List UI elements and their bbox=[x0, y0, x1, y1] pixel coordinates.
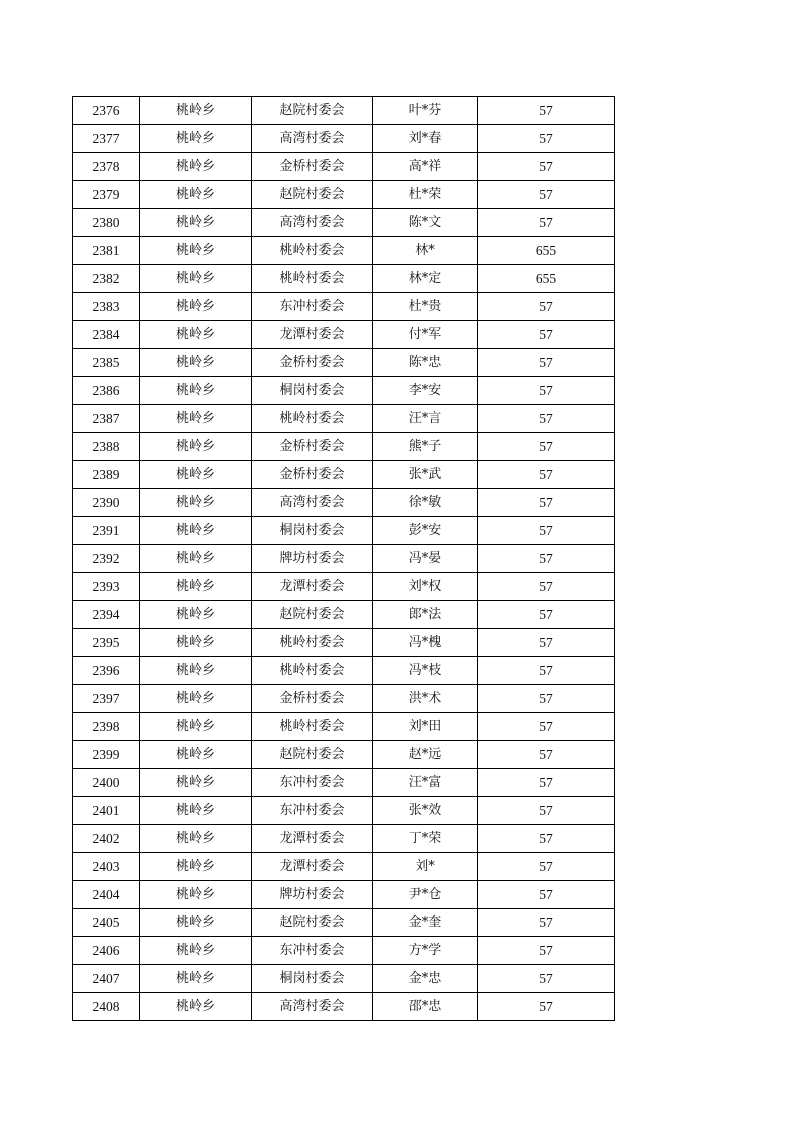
table-row bbox=[73, 657, 615, 685]
amount-cell: 57 bbox=[478, 601, 615, 629]
village-committee-cell: 龙潭村委会 bbox=[252, 321, 373, 349]
village-committee-cell: 桃岭村委会 bbox=[252, 237, 373, 265]
amount-cell: 57 bbox=[478, 461, 615, 489]
person-name-cell: 汪*言 bbox=[373, 405, 478, 433]
person-name-cell: 刘* bbox=[373, 853, 478, 881]
amount-cell: 57 bbox=[478, 209, 615, 237]
village-committee-cell: 龙潭村委会 bbox=[252, 825, 373, 853]
person-name-cell: 汪*富 bbox=[373, 769, 478, 797]
table-row bbox=[73, 405, 615, 433]
subsidy-table bbox=[72, 96, 615, 1021]
township-cell: 桃岭乡 bbox=[140, 461, 252, 489]
person-name-cell: 林*定 bbox=[373, 265, 478, 293]
table-row bbox=[73, 853, 615, 881]
village-committee-cell: 桃岭村委会 bbox=[252, 265, 373, 293]
table-row bbox=[73, 769, 615, 797]
table-row bbox=[73, 293, 615, 321]
person-name-cell: 刘*田 bbox=[373, 713, 478, 741]
amount-cell: 57 bbox=[478, 769, 615, 797]
table-row bbox=[73, 713, 615, 741]
amount-cell: 57 bbox=[478, 181, 615, 209]
person-name-cell: 陈*文 bbox=[373, 209, 478, 237]
person-name-cell: 叶*芬 bbox=[373, 97, 478, 125]
amount-cell: 57 bbox=[478, 545, 615, 573]
person-name-cell: 陈*忠 bbox=[373, 349, 478, 377]
table-row bbox=[73, 685, 615, 713]
village-committee-cell: 金桥村委会 bbox=[252, 349, 373, 377]
row-number-cell: 2389 bbox=[73, 461, 140, 489]
table-row bbox=[73, 153, 615, 181]
township-cell: 桃岭乡 bbox=[140, 713, 252, 741]
amount-cell: 57 bbox=[478, 377, 615, 405]
row-number-cell: 2407 bbox=[73, 965, 140, 993]
table-row bbox=[73, 545, 615, 573]
township-cell: 桃岭乡 bbox=[140, 349, 252, 377]
amount-cell: 57 bbox=[478, 657, 615, 685]
person-name-cell: 金*奎 bbox=[373, 909, 478, 937]
township-cell: 桃岭乡 bbox=[140, 433, 252, 461]
township-cell: 桃岭乡 bbox=[140, 237, 252, 265]
row-number-cell: 2390 bbox=[73, 489, 140, 517]
row-number-cell: 2394 bbox=[73, 601, 140, 629]
township-cell: 桃岭乡 bbox=[140, 545, 252, 573]
table-row bbox=[73, 741, 615, 769]
amount-cell: 57 bbox=[478, 97, 615, 125]
row-number-cell: 2386 bbox=[73, 377, 140, 405]
township-cell: 桃岭乡 bbox=[140, 489, 252, 517]
amount-cell: 57 bbox=[478, 993, 615, 1021]
person-name-cell: 张*效 bbox=[373, 797, 478, 825]
row-number-cell: 2382 bbox=[73, 265, 140, 293]
person-name-cell: 洪*术 bbox=[373, 685, 478, 713]
person-name-cell: 杜*荣 bbox=[373, 181, 478, 209]
table-row bbox=[73, 797, 615, 825]
person-name-cell: 张*武 bbox=[373, 461, 478, 489]
amount-cell: 57 bbox=[478, 797, 615, 825]
row-number-cell: 2378 bbox=[73, 153, 140, 181]
township-cell: 桃岭乡 bbox=[140, 209, 252, 237]
village-committee-cell: 金桥村委会 bbox=[252, 461, 373, 489]
person-name-cell: 郎*法 bbox=[373, 601, 478, 629]
village-committee-cell: 高湾村委会 bbox=[252, 125, 373, 153]
village-committee-cell: 东冲村委会 bbox=[252, 797, 373, 825]
row-number-cell: 2377 bbox=[73, 125, 140, 153]
person-name-cell: 徐*敏 bbox=[373, 489, 478, 517]
township-cell: 桃岭乡 bbox=[140, 293, 252, 321]
village-committee-cell: 东冲村委会 bbox=[252, 769, 373, 797]
table-row bbox=[73, 433, 615, 461]
table-row bbox=[73, 349, 615, 377]
township-cell: 桃岭乡 bbox=[140, 797, 252, 825]
township-cell: 桃岭乡 bbox=[140, 181, 252, 209]
amount-cell: 57 bbox=[478, 629, 615, 657]
row-number-cell: 2391 bbox=[73, 517, 140, 545]
amount-cell: 655 bbox=[478, 265, 615, 293]
amount-cell: 57 bbox=[478, 321, 615, 349]
amount-cell: 57 bbox=[478, 433, 615, 461]
township-cell: 桃岭乡 bbox=[140, 265, 252, 293]
row-number-cell: 2403 bbox=[73, 853, 140, 881]
amount-cell: 57 bbox=[478, 685, 615, 713]
person-name-cell: 冯*枝 bbox=[373, 657, 478, 685]
person-name-cell: 方*学 bbox=[373, 937, 478, 965]
village-committee-cell: 东冲村委会 bbox=[252, 937, 373, 965]
table-row bbox=[73, 265, 615, 293]
township-cell: 桃岭乡 bbox=[140, 993, 252, 1021]
village-committee-cell: 赵院村委会 bbox=[252, 97, 373, 125]
table-row bbox=[73, 629, 615, 657]
amount-cell: 57 bbox=[478, 153, 615, 181]
amount-cell: 57 bbox=[478, 853, 615, 881]
township-cell: 桃岭乡 bbox=[140, 97, 252, 125]
person-name-cell: 邵*忠 bbox=[373, 993, 478, 1021]
row-number-cell: 2400 bbox=[73, 769, 140, 797]
row-number-cell: 2408 bbox=[73, 993, 140, 1021]
township-cell: 桃岭乡 bbox=[140, 685, 252, 713]
person-name-cell: 林* bbox=[373, 237, 478, 265]
table-row bbox=[73, 601, 615, 629]
village-committee-cell: 高湾村委会 bbox=[252, 993, 373, 1021]
table-row bbox=[73, 97, 615, 125]
table-body bbox=[73, 97, 615, 1021]
person-name-cell: 刘*权 bbox=[373, 573, 478, 601]
township-cell: 桃岭乡 bbox=[140, 125, 252, 153]
row-number-cell: 2393 bbox=[73, 573, 140, 601]
row-number-cell: 2404 bbox=[73, 881, 140, 909]
table-row bbox=[73, 825, 615, 853]
village-committee-cell: 桐岗村委会 bbox=[252, 965, 373, 993]
table-row bbox=[73, 937, 615, 965]
township-cell: 桃岭乡 bbox=[140, 853, 252, 881]
village-committee-cell: 高湾村委会 bbox=[252, 489, 373, 517]
village-committee-cell: 东冲村委会 bbox=[252, 293, 373, 321]
table-row bbox=[73, 517, 615, 545]
township-cell: 桃岭乡 bbox=[140, 881, 252, 909]
township-cell: 桃岭乡 bbox=[140, 965, 252, 993]
township-cell: 桃岭乡 bbox=[140, 573, 252, 601]
township-cell: 桃岭乡 bbox=[140, 405, 252, 433]
village-committee-cell: 龙潭村委会 bbox=[252, 853, 373, 881]
row-number-cell: 2383 bbox=[73, 293, 140, 321]
row-number-cell: 2376 bbox=[73, 97, 140, 125]
amount-cell: 57 bbox=[478, 881, 615, 909]
person-name-cell: 赵*远 bbox=[373, 741, 478, 769]
table-row bbox=[73, 965, 615, 993]
village-committee-cell: 桃岭村委会 bbox=[252, 629, 373, 657]
row-number-cell: 2406 bbox=[73, 937, 140, 965]
table-row bbox=[73, 573, 615, 601]
row-number-cell: 2398 bbox=[73, 713, 140, 741]
township-cell: 桃岭乡 bbox=[140, 937, 252, 965]
village-committee-cell: 桐岗村委会 bbox=[252, 517, 373, 545]
village-committee-cell: 牌坊村委会 bbox=[252, 881, 373, 909]
village-committee-cell: 桃岭村委会 bbox=[252, 405, 373, 433]
person-name-cell: 冯*槐 bbox=[373, 629, 478, 657]
table-row bbox=[73, 909, 615, 937]
amount-cell: 57 bbox=[478, 489, 615, 517]
row-number-cell: 2385 bbox=[73, 349, 140, 377]
row-number-cell: 2402 bbox=[73, 825, 140, 853]
village-committee-cell: 赵院村委会 bbox=[252, 909, 373, 937]
amount-cell: 57 bbox=[478, 713, 615, 741]
person-name-cell: 冯*晏 bbox=[373, 545, 478, 573]
row-number-cell: 2405 bbox=[73, 909, 140, 937]
township-cell: 桃岭乡 bbox=[140, 153, 252, 181]
village-committee-cell: 金桥村委会 bbox=[252, 433, 373, 461]
amount-cell: 57 bbox=[478, 125, 615, 153]
person-name-cell: 彭*安 bbox=[373, 517, 478, 545]
person-name-cell: 付*军 bbox=[373, 321, 478, 349]
row-number-cell: 2381 bbox=[73, 237, 140, 265]
table-row bbox=[73, 181, 615, 209]
township-cell: 桃岭乡 bbox=[140, 601, 252, 629]
village-committee-cell: 桃岭村委会 bbox=[252, 657, 373, 685]
village-committee-cell: 桐岗村委会 bbox=[252, 377, 373, 405]
township-cell: 桃岭乡 bbox=[140, 517, 252, 545]
table-row bbox=[73, 209, 615, 237]
village-committee-cell: 金桥村委会 bbox=[252, 153, 373, 181]
row-number-cell: 2395 bbox=[73, 629, 140, 657]
row-number-cell: 2392 bbox=[73, 545, 140, 573]
row-number-cell: 2384 bbox=[73, 321, 140, 349]
township-cell: 桃岭乡 bbox=[140, 909, 252, 937]
person-name-cell: 丁*荣 bbox=[373, 825, 478, 853]
person-name-cell: 熊*子 bbox=[373, 433, 478, 461]
amount-cell: 57 bbox=[478, 825, 615, 853]
table-row bbox=[73, 993, 615, 1021]
person-name-cell: 刘*春 bbox=[373, 125, 478, 153]
row-number-cell: 2397 bbox=[73, 685, 140, 713]
amount-cell: 57 bbox=[478, 573, 615, 601]
amount-cell: 57 bbox=[478, 909, 615, 937]
township-cell: 桃岭乡 bbox=[140, 657, 252, 685]
village-committee-cell: 赵院村委会 bbox=[252, 181, 373, 209]
village-committee-cell: 高湾村委会 bbox=[252, 209, 373, 237]
township-cell: 桃岭乡 bbox=[140, 629, 252, 657]
row-number-cell: 2380 bbox=[73, 209, 140, 237]
person-name-cell: 杜*贵 bbox=[373, 293, 478, 321]
table-row bbox=[73, 321, 615, 349]
amount-cell: 57 bbox=[478, 937, 615, 965]
township-cell: 桃岭乡 bbox=[140, 321, 252, 349]
amount-cell: 57 bbox=[478, 965, 615, 993]
table-row bbox=[73, 461, 615, 489]
village-committee-cell: 金桥村委会 bbox=[252, 685, 373, 713]
village-committee-cell: 赵院村委会 bbox=[252, 601, 373, 629]
township-cell: 桃岭乡 bbox=[140, 377, 252, 405]
amount-cell: 57 bbox=[478, 349, 615, 377]
row-number-cell: 2399 bbox=[73, 741, 140, 769]
amount-cell: 57 bbox=[478, 293, 615, 321]
township-cell: 桃岭乡 bbox=[140, 741, 252, 769]
village-committee-cell: 牌坊村委会 bbox=[252, 545, 373, 573]
row-number-cell: 2401 bbox=[73, 797, 140, 825]
table-row bbox=[73, 881, 615, 909]
township-cell: 桃岭乡 bbox=[140, 825, 252, 853]
amount-cell: 655 bbox=[478, 237, 615, 265]
table-row bbox=[73, 377, 615, 405]
village-committee-cell: 桃岭村委会 bbox=[252, 713, 373, 741]
row-number-cell: 2396 bbox=[73, 657, 140, 685]
person-name-cell: 高*祥 bbox=[373, 153, 478, 181]
village-committee-cell: 龙潭村委会 bbox=[252, 573, 373, 601]
row-number-cell: 2379 bbox=[73, 181, 140, 209]
amount-cell: 57 bbox=[478, 405, 615, 433]
township-cell: 桃岭乡 bbox=[140, 769, 252, 797]
person-name-cell: 尹*仓 bbox=[373, 881, 478, 909]
amount-cell: 57 bbox=[478, 517, 615, 545]
table-row bbox=[73, 125, 615, 153]
row-number-cell: 2387 bbox=[73, 405, 140, 433]
amount-cell: 57 bbox=[478, 741, 615, 769]
village-committee-cell: 赵院村委会 bbox=[252, 741, 373, 769]
row-number-cell: 2388 bbox=[73, 433, 140, 461]
person-name-cell: 金*忠 bbox=[373, 965, 478, 993]
table-row bbox=[73, 237, 615, 265]
table-row bbox=[73, 489, 615, 517]
person-name-cell: 李*安 bbox=[373, 377, 478, 405]
